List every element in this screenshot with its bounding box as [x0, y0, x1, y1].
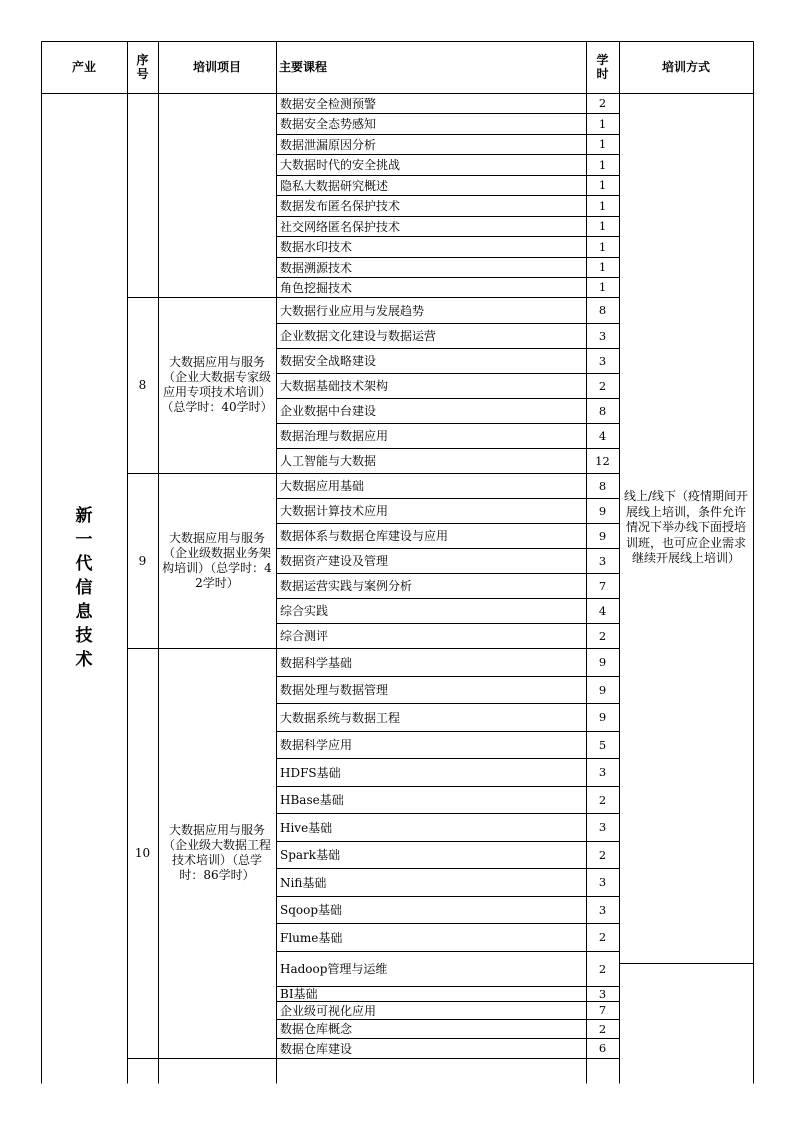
course-hours: 3 [598, 328, 607, 343]
course-name: 数据科学基础 [280, 655, 353, 670]
header-hours [586, 41, 619, 93]
course-hours: 8 [598, 303, 607, 317]
course-name: 大数据系统与数据工程 [280, 710, 401, 725]
course-name: 数据运营实践与案例分析 [280, 579, 413, 593]
course-hours: 1 [598, 239, 607, 254]
course-name: Flume基础 [280, 930, 343, 945]
course-hours: 9 [598, 682, 607, 697]
training-method-text: 线上/线下（疫情期间开展线上培训，条件允许情况下举办线下面授培训班，也可应企业需求继续开展线上培训） [623, 489, 749, 566]
course-hours: 1 [598, 178, 607, 192]
header-project: 培训项目 [192, 60, 241, 74]
group-seq [127, 93, 158, 297]
course-name: 大数据时代的安全挑战 [280, 158, 401, 172]
course-hours: 8 [598, 478, 607, 493]
course-name: HBase基础 [280, 793, 344, 807]
course-hours: 1 [598, 280, 607, 294]
industry-cell [41, 93, 127, 1083]
course-hours: 9 [598, 528, 607, 543]
course-hours: 9 [598, 655, 607, 669]
course-name: 企业级可视化应用 [280, 1003, 377, 1018]
course-name: 企业数据文化建设与数据运营 [280, 329, 437, 343]
group-seq: 10 [134, 846, 151, 860]
course-hours: 9 [598, 503, 607, 518]
group-seq: 9 [138, 553, 147, 568]
course-name: Nifi基础 [280, 875, 327, 890]
course-name: 数据发布匿名保护技术 [280, 199, 401, 213]
header-seq [127, 41, 158, 93]
course-hours: 2 [598, 96, 607, 110]
course-name: 数据体系与数据仓库建设与应用 [280, 529, 449, 543]
course-hours: 6 [598, 1041, 607, 1055]
course-name: 数据安全战略建设 [280, 354, 377, 368]
header-hours-text: 学时 [596, 53, 609, 81]
course-hours: 2 [598, 847, 607, 862]
course-hours: 2 [598, 628, 607, 643]
header-course: 主要课程 [279, 60, 328, 74]
course-name: 数据安全态势感知 [280, 117, 377, 131]
course-name: Spark基础 [280, 848, 341, 862]
course-name: 大数据行业应用与发展趋势 [280, 303, 425, 318]
group-project: 大数据应用与服务（企业级大数据工程技术培训）（总学时：86学时） [162, 823, 271, 882]
course-hours: 7 [598, 1003, 607, 1017]
course-name: 角色挖掘技术 [280, 280, 353, 295]
course-hours: 8 [598, 403, 607, 418]
course-hours: 2 [598, 792, 607, 807]
course-name: 数据治理与数据应用 [280, 429, 389, 443]
course-hours: 2 [598, 961, 607, 976]
training-method-cell [619, 93, 753, 963]
course-hours: 2 [598, 1021, 607, 1036]
industry-text: 新一代信息技术 [75, 506, 93, 670]
course-name: 综合实践 [280, 604, 329, 618]
course-name: HDFS基础 [280, 765, 341, 780]
course-hours: 3 [598, 820, 607, 834]
header-industry: 产业 [71, 60, 96, 74]
course-hours: 9 [598, 710, 607, 724]
course-hours: 3 [598, 353, 607, 368]
course-hours: 5 [598, 737, 607, 752]
course-name: 大数据计算技术应用 [280, 504, 389, 518]
course-hours: 3 [598, 765, 607, 779]
group-seq: 8 [138, 378, 147, 392]
course-name: 社交网络匿名保护技术 [280, 219, 401, 234]
course-hours: 3 [598, 902, 607, 917]
course-name: 数据科学应用 [280, 738, 353, 752]
course-name: Hadoop管理与运维 [280, 962, 388, 976]
group-project: 大数据应用与服务（企业级数据业务架构培训）（总学时：42学时） [162, 530, 272, 590]
course-hours: 7 [598, 578, 607, 593]
course-name: 人工智能与大数据 [280, 454, 377, 468]
course-name: 大数据基础技术架构 [280, 379, 389, 393]
course-hours: 1 [598, 116, 607, 131]
course-hours: 1 [598, 219, 607, 233]
course-name: 综合测评 [280, 629, 329, 643]
course-name: 数据安全检测预警 [280, 96, 377, 111]
course-hours: 1 [598, 137, 607, 151]
course-hours: 4 [598, 603, 607, 618]
course-name: 数据处理与数据管理 [280, 683, 389, 697]
course-hours: 2 [598, 378, 607, 393]
course-hours: 3 [598, 875, 607, 889]
course-name: 大数据应用基础 [280, 479, 365, 493]
course-hours: 3 [598, 986, 607, 1001]
course-name: 数据水印技术 [280, 240, 353, 254]
course-name: 数据资产建设及管理 [280, 554, 389, 568]
course-hours: 1 [598, 260, 607, 274]
course-name: 隐私大数据研究概述 [280, 178, 389, 193]
header-method: 培训方式 [661, 60, 710, 74]
course-name: 数据仓库建设 [280, 1041, 353, 1056]
course-name: 企业数据中台建设 [280, 404, 377, 418]
course-name: 数据溯源技术 [280, 260, 353, 275]
course-hours: 2 [598, 930, 607, 944]
course-hours: 1 [598, 198, 607, 213]
course-name: BI基础 [280, 987, 318, 1001]
course-hours: 12 [595, 453, 610, 468]
course-hours: 3 [598, 553, 607, 568]
course-name: 数据泄漏原因分析 [280, 137, 377, 152]
course-hours: 1 [598, 157, 607, 172]
group-project: 大数据应用与服务（企业大数据专家级应用专项技术培训）（总学时：40学时） [161, 355, 273, 414]
group-project [158, 93, 276, 297]
course-name: Sqoop基础 [280, 903, 343, 917]
header-seq-text: 序号 [136, 53, 149, 81]
course-hours: 4 [598, 428, 607, 443]
course-name: 数据仓库概念 [280, 1022, 353, 1036]
course-name: Hive基础 [280, 820, 333, 835]
